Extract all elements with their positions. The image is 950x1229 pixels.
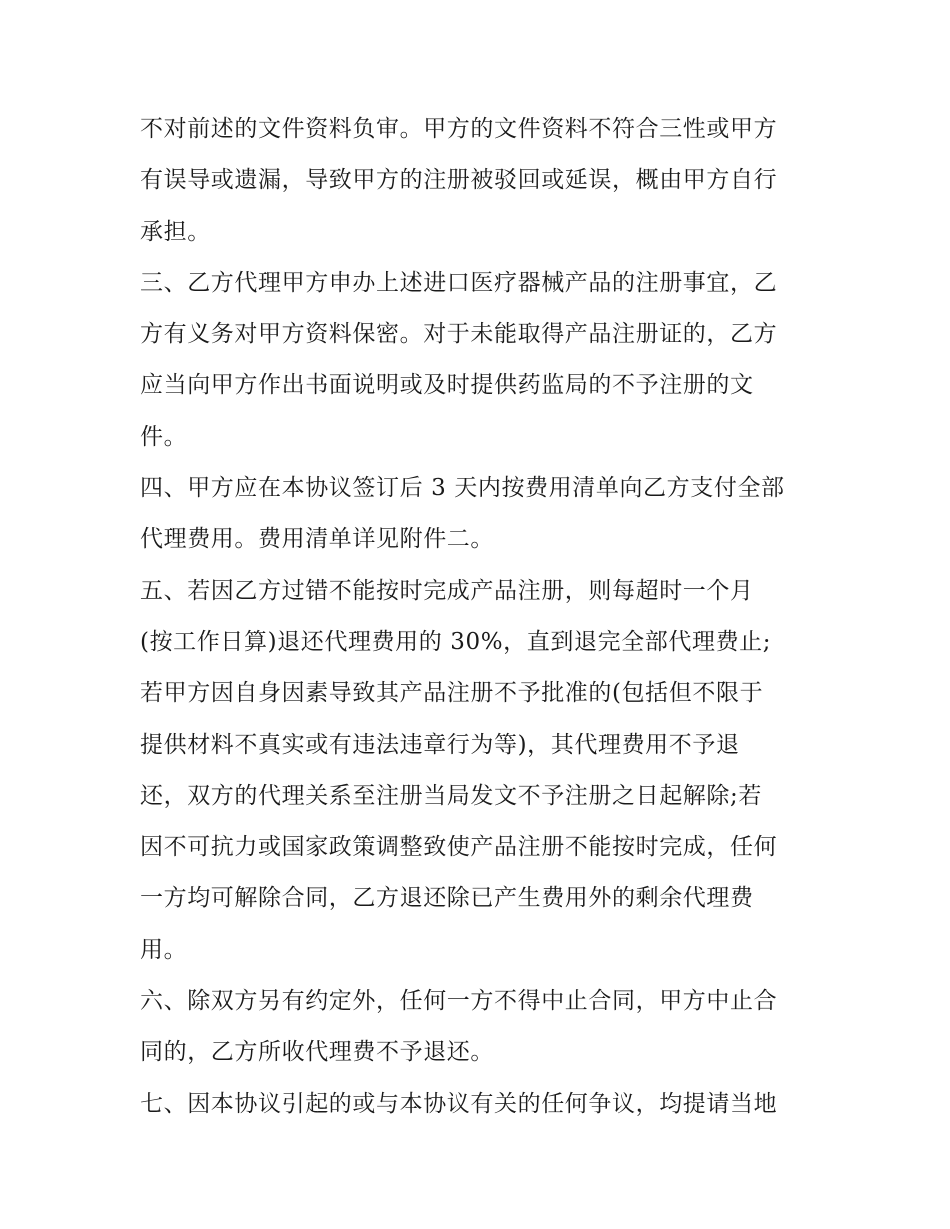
text-line-13: 提供材料不真实或有违法违章行为等)，其代理费用不予退 (140, 731, 740, 758)
text-line-9: 代理费用。费用清单详见附件二。 (140, 526, 494, 553)
text-line-4: 三、乙方代理甲方申办上述进口医疗器械产品的注册事宜，乙 (140, 269, 778, 296)
text-line-6: 应当向甲方作出书面说明或及时提供药监局的不予注册的文 (140, 372, 754, 399)
text-line-11: (按工作日算)退还代理费用的 30%，直到退完全部代理费止; (140, 628, 772, 655)
text-line-19: 同的，乙方所收代理费不予退还。 (140, 1039, 494, 1066)
text-line-18: 六、除双方另有约定外，任何一方不得中止合同，甲方中止合 (140, 988, 778, 1015)
text-line-20: 七、因本协议引起的或与本协议有关的任何争议，均提请当地 (140, 1090, 778, 1117)
text-line-3: 承担。 (140, 218, 211, 245)
text-line-12: 若甲方因自身因素导致其产品注册不予批准的(包括但不限于 (140, 680, 764, 707)
text-line-16: 一方均可解除合同，乙方退还除已产生费用外的剩余代理费 (140, 885, 754, 912)
text-line-14: 还，双方的代理关系至注册当局发文不予注册之日起解除;若 (140, 782, 762, 809)
text-line-15: 因不可抗力或国家政策调整致使产品注册不能按时完成，任何 (140, 834, 778, 861)
text-line-1: 不对前述的文件资料负审。甲方的文件资料不符合三性或甲方 (140, 116, 778, 142)
contract-body-text (140, 104, 820, 1130)
text-line-2: 有误导或遗漏，导致甲方的注册被驳回或延误，概由甲方自行 (140, 167, 778, 194)
text-line-17: 用。 (140, 936, 188, 963)
text-line-8: 四、甲方应在本协议签订后 3 天内按费用清单向乙方支付全部 (140, 475, 785, 502)
text-line-7: 件。 (140, 423, 188, 450)
text-line-10: 五、若因乙方过错不能按时完成产品注册，则每超时一个月 (140, 577, 754, 604)
text-line-5: 方有义务对甲方资料保密。对于未能取得产品注册证的，乙方 (140, 321, 778, 348)
